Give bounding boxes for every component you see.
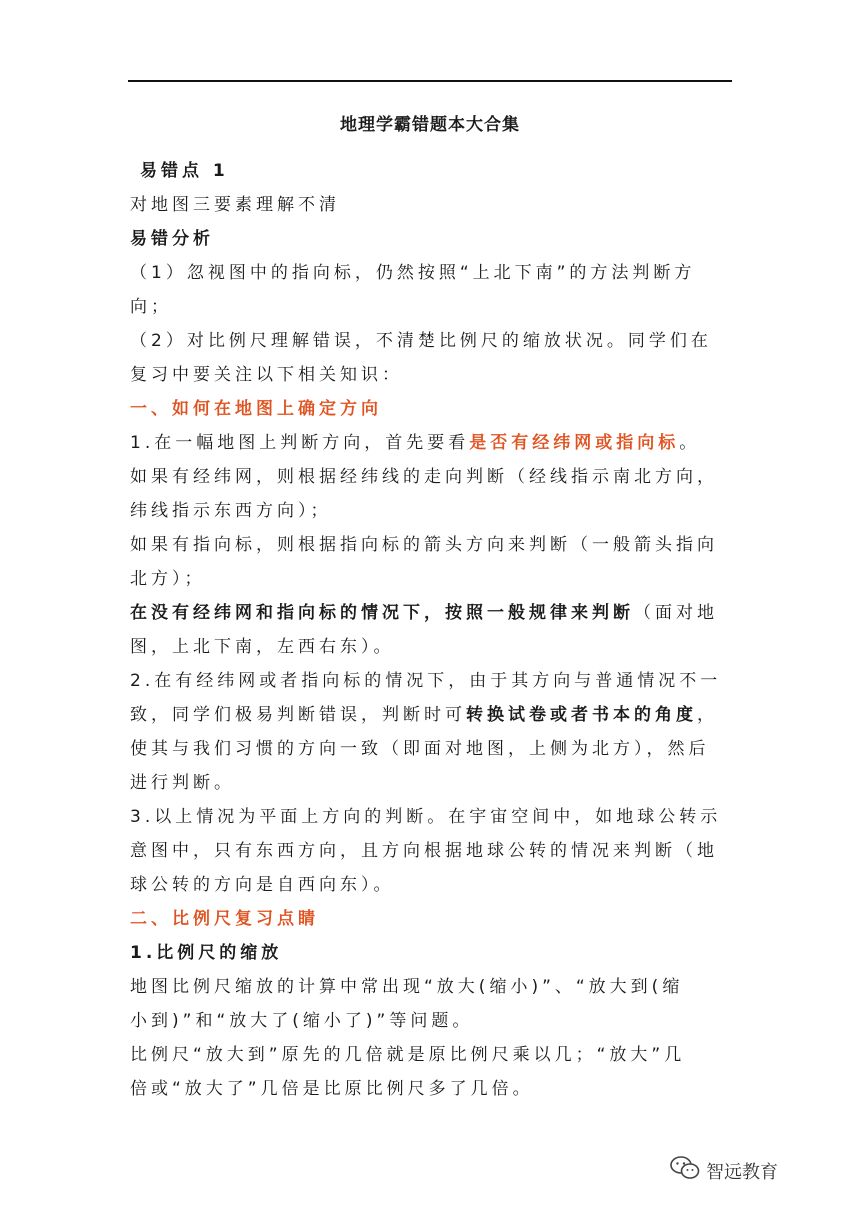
- text-line: [130, 324, 730, 358]
- text-line: [130, 290, 730, 324]
- document-body: [130, 154, 730, 1106]
- page-title: 地理学霸错题本大合集: [340, 115, 520, 135]
- text-line: [130, 256, 730, 290]
- text-segment: 球公转的方向是自西向东）。: [130, 875, 395, 895]
- text-segment: 倍或“放大了”几倍是比原比例尺多了几倍。: [130, 1079, 534, 1099]
- text-segment: 地图比例尺缩放的计算中常出现“放大(缩小)”、“放大到(缩: [130, 977, 684, 997]
- text-line: [130, 358, 730, 392]
- text-segment: 小到)”和“放大了(缩小了)”等问题。: [130, 1011, 474, 1031]
- text-segment: 3.以上情况为平面上方向的判断。在宇宙空间中，如地球公转示: [130, 807, 722, 827]
- text-segment: （面对地: [634, 603, 718, 623]
- text-line: [130, 596, 730, 630]
- text-segment: 二、比例尺复习点睛: [130, 909, 319, 929]
- text-segment: 对地图三要素理解不清: [130, 195, 340, 215]
- text-line: [130, 970, 730, 1004]
- text-segment: 意图中，只有东西方向，且方向根据地球公转的情况来判断（地: [130, 841, 718, 861]
- text-line: [130, 766, 730, 800]
- text-line: [130, 460, 730, 494]
- text-line: [130, 494, 730, 528]
- text-segment: 如果有经纬网，则根据经纬线的走向判断（经线指示南北方向，: [130, 467, 718, 487]
- text-line: [130, 800, 730, 834]
- text-line: [130, 664, 730, 698]
- text-line: [130, 392, 730, 426]
- text-segment: 复习中要关注以下相关知识：: [130, 365, 403, 385]
- text-line: [130, 528, 730, 562]
- text-line: [130, 868, 730, 902]
- text-segment: 在没有经纬网和指向标的情况下，按照一般规律来判断: [130, 603, 634, 623]
- text-segment: 进行判断。: [130, 773, 235, 793]
- text-segment: 纬线指示东西方向）；: [130, 501, 332, 521]
- text-segment: 如果有指向标，则根据指向标的箭头方向来判断（一般箭头指向: [130, 535, 718, 555]
- text-segment: 1.在一幅地图上判断方向，首先要看: [130, 433, 470, 453]
- text-segment: 致，同学们极易判断错误，判断时可: [130, 705, 466, 725]
- text-line: [130, 1004, 730, 1038]
- text-line: [130, 834, 730, 868]
- text-line: [130, 562, 730, 596]
- text-line: [130, 936, 730, 970]
- text-segment: 2.在有经纬网或者指向标的情况下，由于其方向与普通情况不一: [130, 671, 722, 691]
- text-line: [130, 426, 730, 460]
- watermark: [670, 1155, 778, 1186]
- text-segment: 转换试卷或者书本的角度: [466, 705, 697, 725]
- text-segment: 易错点 1: [140, 161, 229, 181]
- text-line: [130, 1038, 730, 1072]
- text-segment: 。: [679, 433, 701, 453]
- text-line: [130, 222, 730, 256]
- text-line: [130, 1072, 730, 1106]
- text-segment: 比例尺“放大到”原先的几倍就是原比例尺乘以几；“放大”几: [130, 1045, 686, 1065]
- text-segment: （2）对比例尺理解错误，不清楚比例尺的缩放状况。同学们在: [130, 331, 712, 351]
- text-line: [130, 154, 730, 188]
- text-segment: 一、如何在地图上确定方向: [130, 399, 382, 419]
- text-segment: 使其与我们习惯的方向一致（即面对地图，上侧为北方），然后: [130, 739, 710, 759]
- text-segment: （1）忽视图中的指向标，仍然按照“上北下南”的方法判断方: [130, 263, 696, 283]
- text-segment: 1.比例尺的缩放: [130, 943, 283, 963]
- watermark-text: 智远教育: [706, 1161, 778, 1183]
- text-line: [130, 698, 730, 732]
- text-segment: 是否有经纬网或指向标: [469, 433, 680, 453]
- text-line: [130, 732, 730, 766]
- header-rule: [128, 80, 732, 82]
- wechat-icon: [670, 1155, 700, 1186]
- text-segment: 易错分析: [130, 229, 214, 249]
- text-segment: 图，上北下南，左西右东）。: [130, 637, 395, 657]
- text-segment: 向；: [130, 297, 172, 317]
- text-segment: 北方）；: [130, 569, 206, 589]
- text-line: [130, 630, 730, 664]
- text-segment: ，: [697, 705, 718, 725]
- text-line: [130, 188, 730, 222]
- text-line: [130, 902, 730, 936]
